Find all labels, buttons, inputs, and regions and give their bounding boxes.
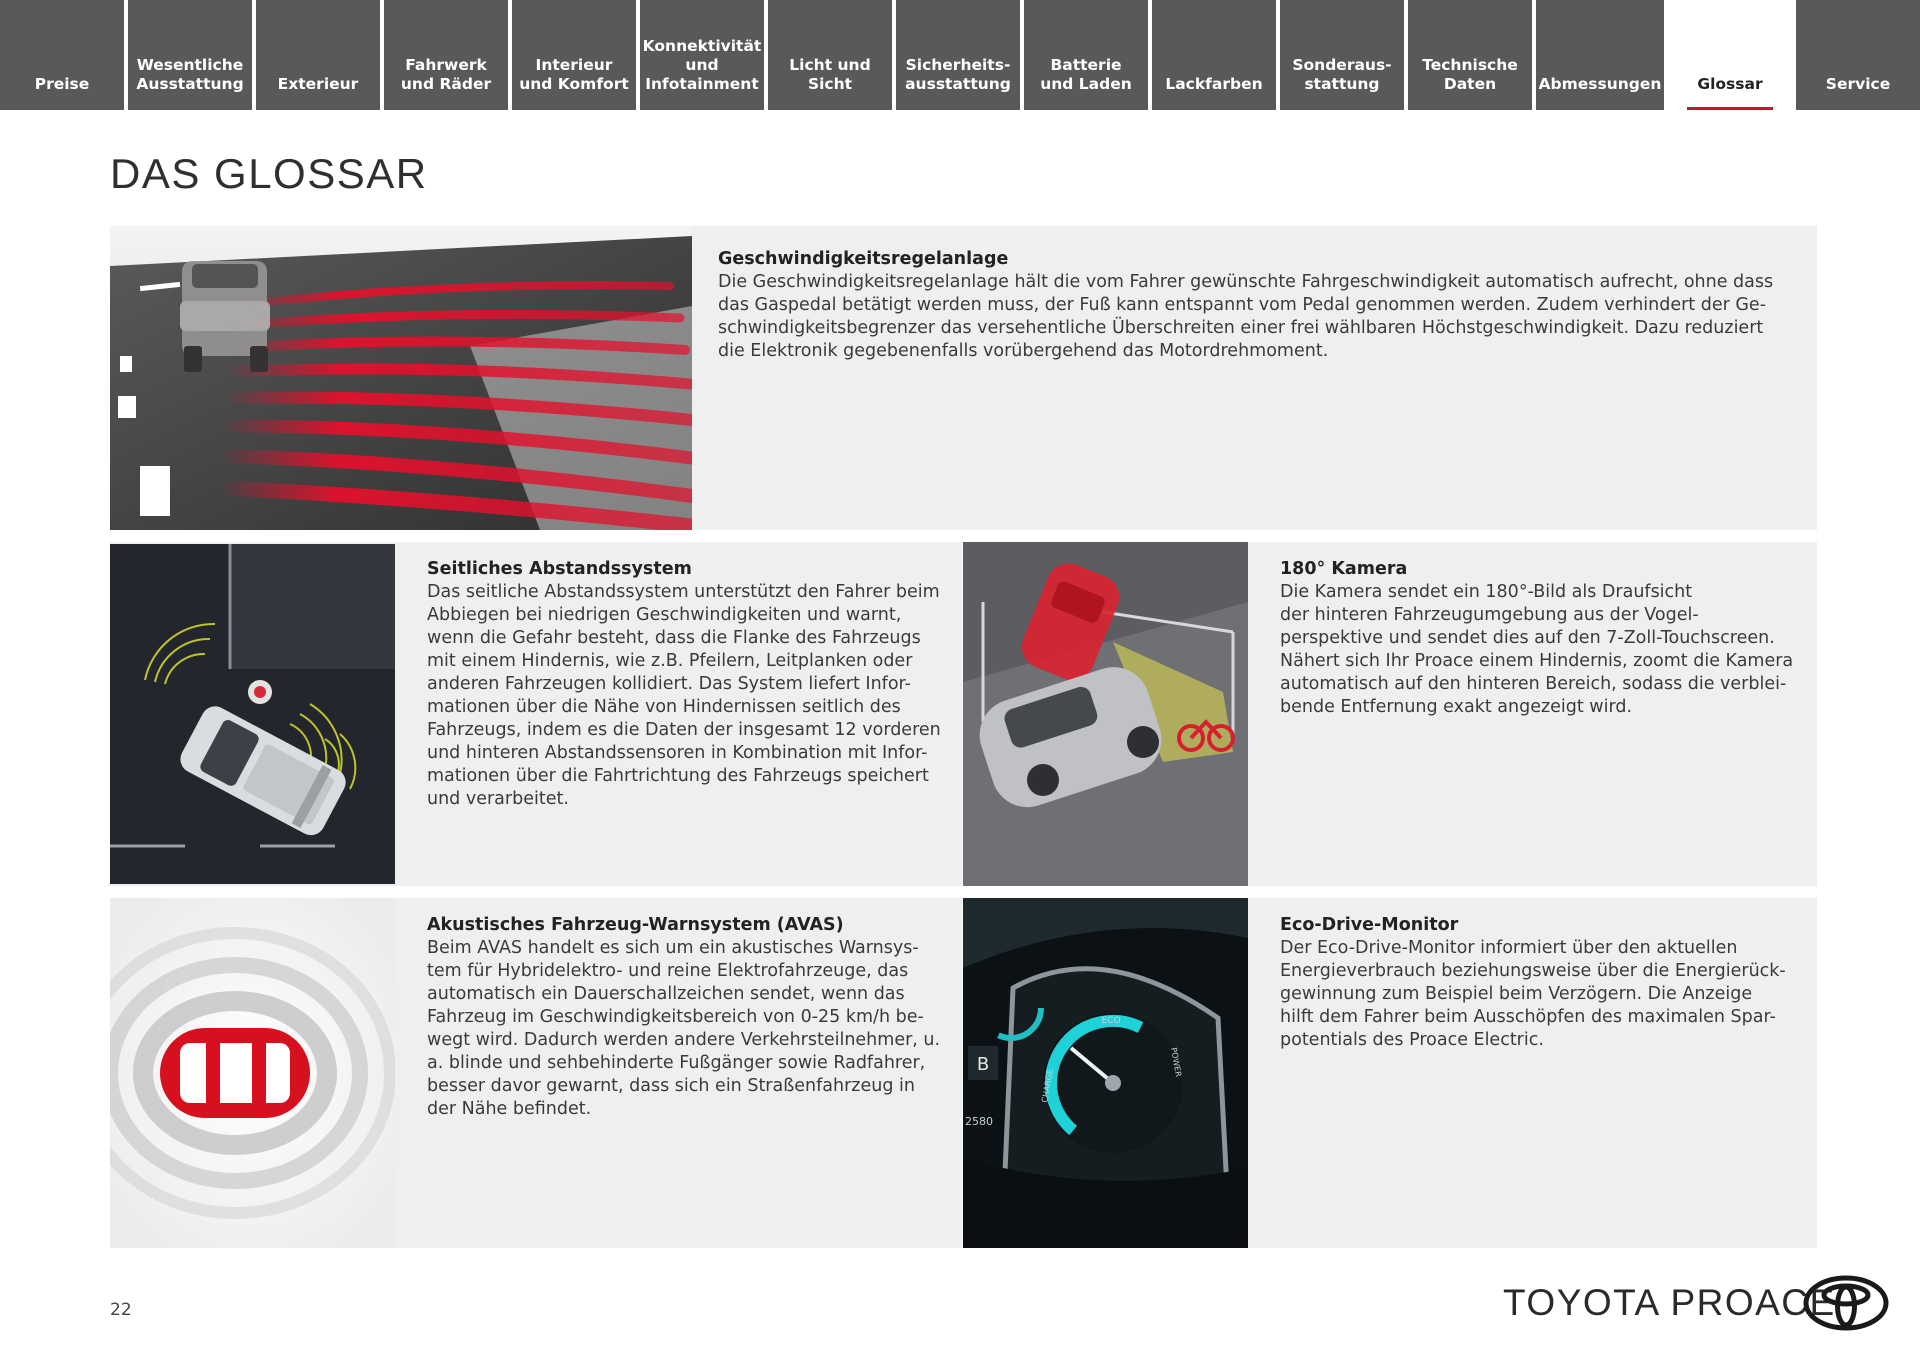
dashboard-odometer: 2580 bbox=[965, 1115, 993, 1128]
toyota-logo-icon bbox=[1802, 1274, 1890, 1332]
tab-service[interactable]: Service bbox=[1796, 0, 1920, 110]
avas-text bbox=[427, 914, 947, 1121]
tab-lackfarben[interactable]: Lackfarben bbox=[1152, 0, 1276, 110]
tab-interieur-und-komfort[interactable]: Interieur und Komfort bbox=[512, 0, 636, 110]
tab-konnektivitaet[interactable]: Konnektivität und Infotainment bbox=[640, 0, 764, 110]
entry-title: Eco-Drive-Monitor bbox=[1280, 915, 1459, 935]
active-tab-indicator bbox=[1687, 107, 1773, 110]
tab-batterie-und-laden[interactable]: Batterie und Laden bbox=[1024, 0, 1148, 110]
tab-abmessungen[interactable]: Abmessungen bbox=[1536, 0, 1664, 110]
brand-name: TOYOTA PROACE bbox=[1503, 1282, 1836, 1323]
tab-fahrwerk-und-raeder[interactable]: Fahrwerk und Räder bbox=[384, 0, 508, 110]
eco-drive-text bbox=[1280, 914, 1800, 1052]
entry-description: Der Eco-Drive-Monitor informiert über den aktuellen Energieverbrauch beziehungsweise über die Energierück- gewinnung zum Beispiel beim Verzögern. Die Anzeige hilft dem Fahrer beim Ausschöpfen des maximalen Spar- potentials des Proace Electric. bbox=[1280, 938, 1786, 1050]
glossary-entry-cruise-control bbox=[110, 226, 1817, 530]
entry-title: Akustisches Fahrzeug-Warnsystem (AVAS) bbox=[427, 915, 844, 935]
cruise-control-image bbox=[110, 226, 692, 530]
tab-technische-daten[interactable]: Technische Daten bbox=[1408, 0, 1532, 110]
tab-exterieur[interactable]: Exterieur bbox=[256, 0, 380, 110]
tab-sonderausstattung[interactable]: Sonderaus- stattung bbox=[1280, 0, 1404, 110]
glossary-entry-180-camera bbox=[963, 542, 1817, 886]
cruise-control-text bbox=[718, 248, 1798, 363]
page-title: DAS GLOSSAR bbox=[110, 150, 428, 197]
dashboard-gear: B bbox=[976, 1054, 990, 1075]
tab-wesentliche-ausstattung[interactable]: Wesentliche Ausstattung bbox=[128, 0, 252, 110]
glossary-entry-side-distance bbox=[110, 542, 962, 886]
entry-description: Die Kamera sendet ein 180°-Bild als Draufsicht der hinteren Fahrzeugumgebung aus der Vogel- perspektive und sendet dies auf den 7-Zoll-Touchscreen. Nähert sich Ihr Proace einem Hindernis, zoomt die Kamera automatisch auf den hinteren Bereich, sodass die verblei- bende Entfernung exakt angezeigt wird. bbox=[1280, 582, 1794, 717]
entry-title: Seitliches Abstandssystem bbox=[427, 559, 692, 579]
side-distance-image bbox=[110, 544, 395, 884]
avas-image bbox=[110, 898, 395, 1248]
entry-description: Die Geschwindigkeitsregelanlage hält die vom Fahrer gewünschte Fahrgeschwindigkeit automatisch aufrecht, ohne dass das Gaspedal betätigt werden muss, der Fuß kann entspannt vom Pedal genommen werden. Zudem verhindert der Ge- schwindigkeitsbegrenzer das versehentliche Überschreiten einer frei wählbaren Höchstgeschwindigkeit. Dazu reduziert die Elektronik gegebenenfalls vorübergehend das Motordrehmoment. bbox=[718, 272, 1774, 361]
tab-licht-und-sicht[interactable]: Licht und Sicht bbox=[768, 0, 892, 110]
entry-description: Beim AVAS handelt es sich um ein akustisches Warnsys- tem für Hybridelektro- und reine Elektrofahrzeuge, das automatisch ein Dauerschallzeichen sendet, wenn das Fahrzeug im Geschwindigkeitsbereich von 0-25 km/h be- wegt wird. Dadurch werden andere Verkehrsteilnehmer, u. a. blinde und sehbehinderte Fußgänger sowie Radfahrer, besser davor gewarnt, dass sich ein Straßenfahrzeug in der Nähe befindet. bbox=[427, 938, 941, 1119]
dashboard-power-label: POWER bbox=[1169, 1046, 1184, 1078]
top-navigation bbox=[0, 0, 1920, 110]
tab-preise[interactable]: Preise bbox=[0, 0, 124, 110]
dashboard-eco-label: ECO bbox=[1101, 1016, 1121, 1026]
entry-title: Geschwindigkeitsregelanlage bbox=[718, 249, 1009, 269]
entry-description: Das seitliche Abstandssystem unterstützt den Fahrer beim Abbiegen bei niedrigen Geschwindigkeiten und warnt, wenn die Gefahr besteht, dass die Flanke des Fahrzeugs mit einem Hindernis, wie z.B. Pfeilern, Leitplanken oder anderen Fahrzeugen kollidiert. Das System liefert Infor- mationen über die Nähe von Hindernissen seitlich des Fahrzeugs, indem es die Daten der insgesamt 12 vorderen und hinteren Abstandssensoren in Kombination mit Infor- mationen über die Fahrtrichtung des Fahrzeugs speichert und verarbeitet. bbox=[427, 582, 941, 809]
glossary-entry-avas bbox=[110, 898, 962, 1248]
side-distance-text bbox=[427, 558, 947, 811]
camera-text bbox=[1280, 558, 1800, 719]
camera-image bbox=[963, 542, 1248, 886]
tab-sicherheitsausstattung[interactable]: Sicherheits- ausstattung bbox=[896, 0, 1020, 110]
eco-drive-image bbox=[963, 898, 1248, 1248]
dashboard-charge-label: CHARGE bbox=[1040, 1068, 1055, 1104]
page-number: 22 bbox=[110, 1300, 132, 1320]
entry-title: 180° Kamera bbox=[1280, 559, 1408, 579]
tab-glossar[interactable]: Glossar bbox=[1668, 0, 1792, 110]
glossary-entry-eco-drive bbox=[963, 898, 1817, 1248]
